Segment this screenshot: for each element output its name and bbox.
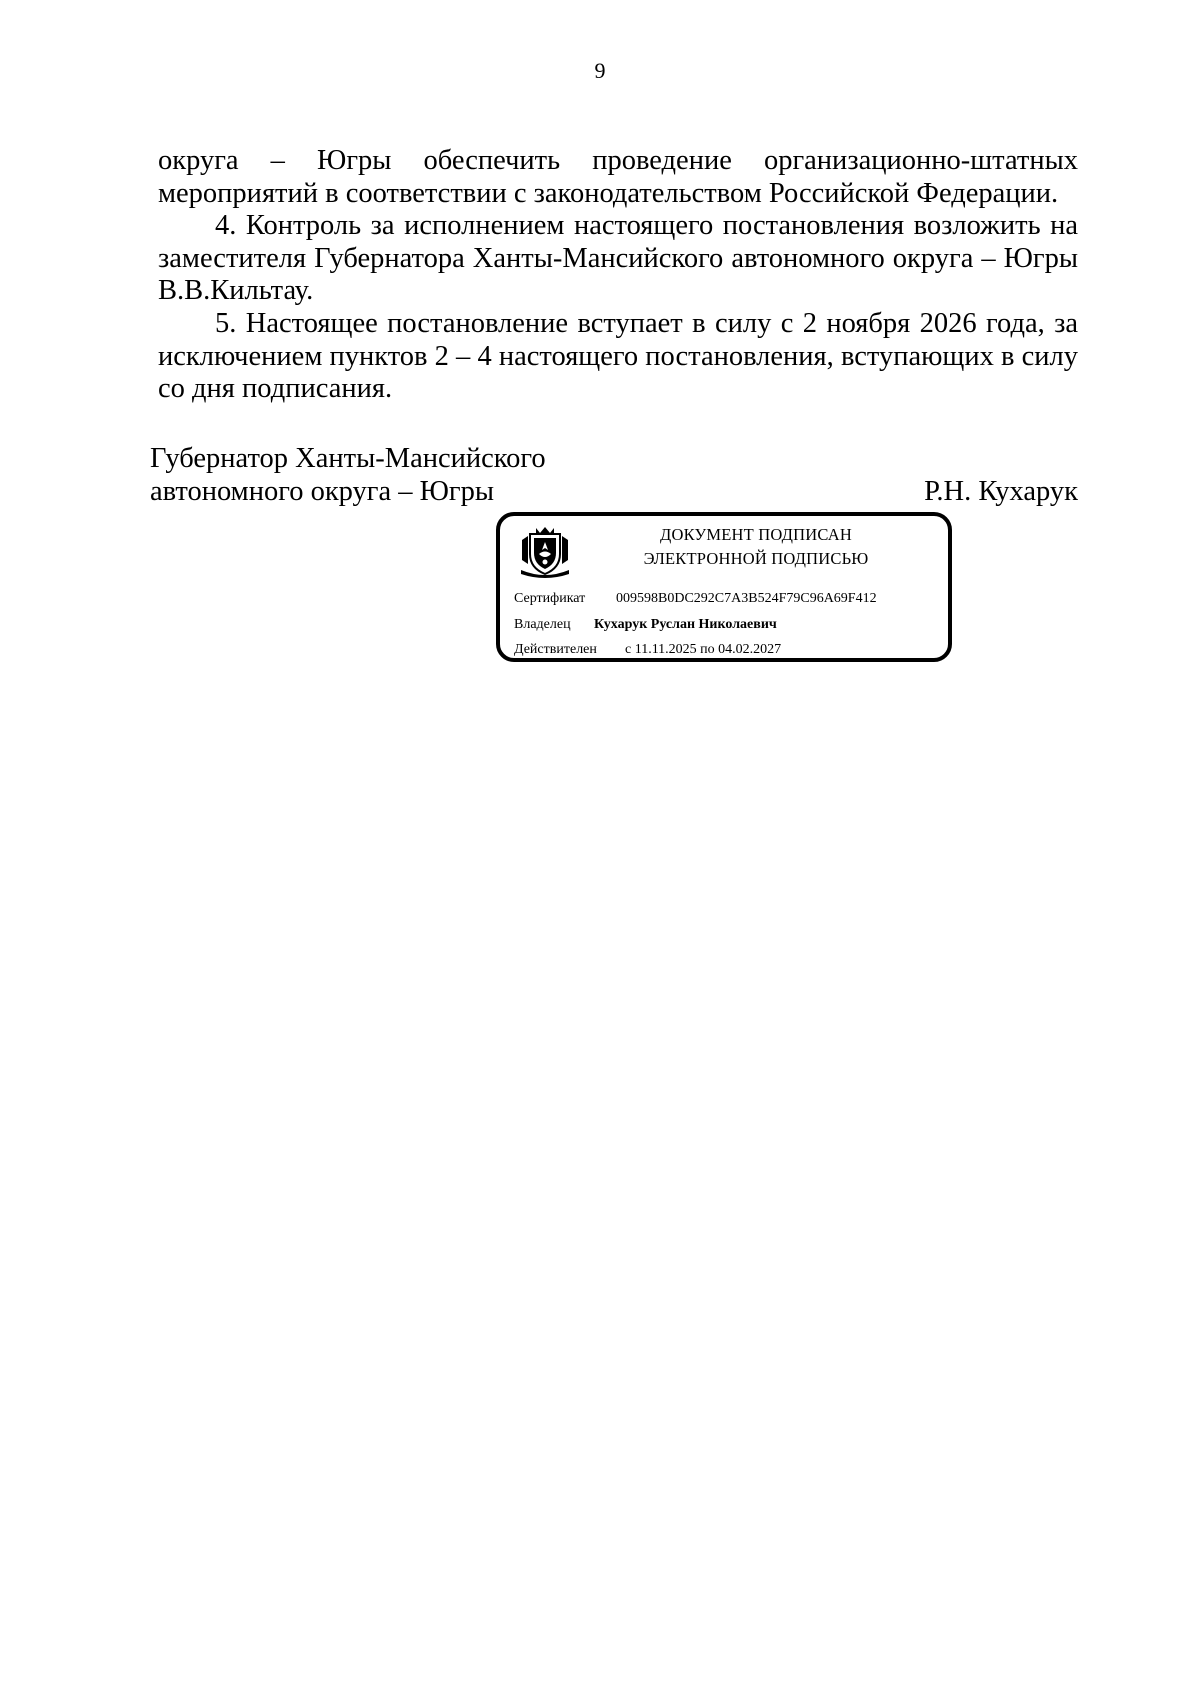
owner-value: Кухарук Руслан Николаевич bbox=[594, 617, 777, 632]
page-number: 9 bbox=[594, 58, 606, 83]
paragraph-line: округа – Югры обеспечить проведение организационно-штатных bbox=[158, 145, 1078, 176]
electronic-signature-stamp bbox=[496, 512, 952, 662]
signatory-name: Р.Н. Кухарук bbox=[924, 475, 1078, 507]
coat-of-arms-icon bbox=[518, 524, 572, 578]
stamp-validity-row bbox=[514, 641, 781, 659]
document-body bbox=[158, 145, 1078, 406]
validity-value: с 11.11.2025 по 04.02.2027 bbox=[625, 642, 782, 657]
validity-label: Действителен bbox=[514, 642, 597, 657]
signature-block bbox=[150, 443, 1078, 508]
signature-position: Губернатор Ханты-Мансийского bbox=[150, 443, 546, 474]
stamp-title-line: ДОКУМЕНТ ПОДПИСАН bbox=[660, 525, 852, 544]
paragraph-continuation bbox=[158, 145, 1078, 210]
paragraph-5: 5. Настоящее постановление вступает в силу с 2 ноября 2026 года, за исключением пунктов 2 – 4 настоящего постановления, вступающих в силу со дня подписания. bbox=[158, 307, 1078, 405]
paragraph-line: мероприятий в соответствии с законодательством Российской Федерации. bbox=[158, 177, 1059, 209]
certificate-value: 009598B0DC292C7A3B524F79C96A69F412 bbox=[616, 591, 877, 606]
signature-name-line bbox=[150, 476, 1078, 509]
paragraph-4: 4. Контроль за исполнением настоящего постановления возложить на заместителя Губернатора Ханты-Мансийского автономного округа – Югры В.В.Кильтау. bbox=[158, 210, 1078, 307]
stamp-title bbox=[596, 523, 916, 571]
signature-position-line bbox=[150, 443, 1078, 476]
owner-label: Владелец bbox=[514, 617, 571, 632]
stamp-owner-row bbox=[514, 616, 777, 634]
stamp-certificate-row bbox=[514, 590, 877, 608]
stamp-title-line: ЭЛЕКТРОННОЙ ПОДПИСЬЮ bbox=[643, 549, 869, 568]
certificate-label: Сертификат bbox=[514, 591, 586, 606]
signature-position: автономного округа – Югры bbox=[150, 475, 495, 507]
